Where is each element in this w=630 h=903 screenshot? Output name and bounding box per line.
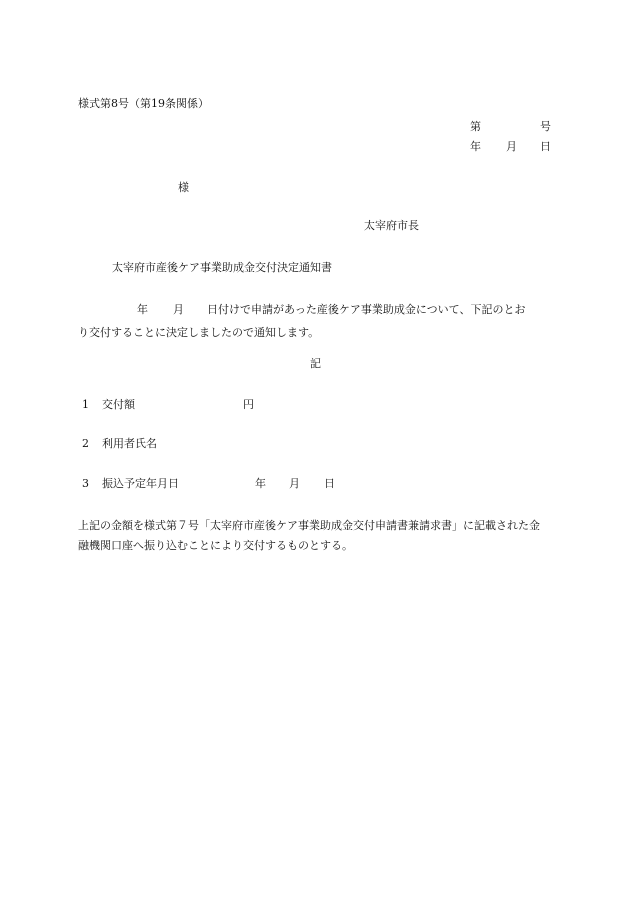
item-3-number: 3	[82, 477, 89, 490]
doc-number-prefix: 第	[470, 120, 481, 133]
body-month-label: 月	[173, 303, 184, 316]
item-1-number: 1	[82, 398, 89, 411]
item-2-number: 2	[82, 437, 89, 450]
footer-line1: 上記の金額を様式第７号「太宰府市産後ケア事業助成金交付申請書兼請求書」に記載された金	[78, 519, 540, 532]
item-3-day-label: 日	[324, 477, 335, 490]
item-2-label: 利用者氏名	[102, 437, 157, 450]
document-title: 太宰府市産後ケア事業助成金交付決定通知書	[112, 261, 332, 274]
item-3-month-label: 月	[289, 477, 300, 490]
form-number: 様式第8号（第19条関係）	[78, 97, 209, 110]
addressee-suffix: 様	[178, 181, 189, 194]
ki-heading: 記	[310, 357, 321, 370]
date-month-label: 月	[506, 140, 517, 153]
item-3-label: 振込予定年月日	[102, 477, 179, 490]
date-year-label: 年	[470, 140, 481, 153]
doc-number-suffix: 号	[540, 120, 551, 133]
body-paragraph	[78, 292, 550, 338]
body-year-label: 年	[137, 303, 148, 316]
body-text-line2: り交付することに決定しましたので通知します。	[78, 326, 320, 339]
date-day-label: 日	[540, 140, 551, 153]
item-1-unit: 円	[243, 398, 254, 411]
item-1-label: 交付額	[102, 398, 135, 411]
footer-line2: 融機関口座へ振り込むことにより交付するものとする。	[78, 539, 353, 552]
item-3-year-label: 年	[255, 477, 266, 490]
issuer: 太宰府市長	[364, 219, 419, 232]
body-text-line1: 日付けで申請があった産後ケア事業助成金について、下記のとお	[207, 303, 526, 316]
